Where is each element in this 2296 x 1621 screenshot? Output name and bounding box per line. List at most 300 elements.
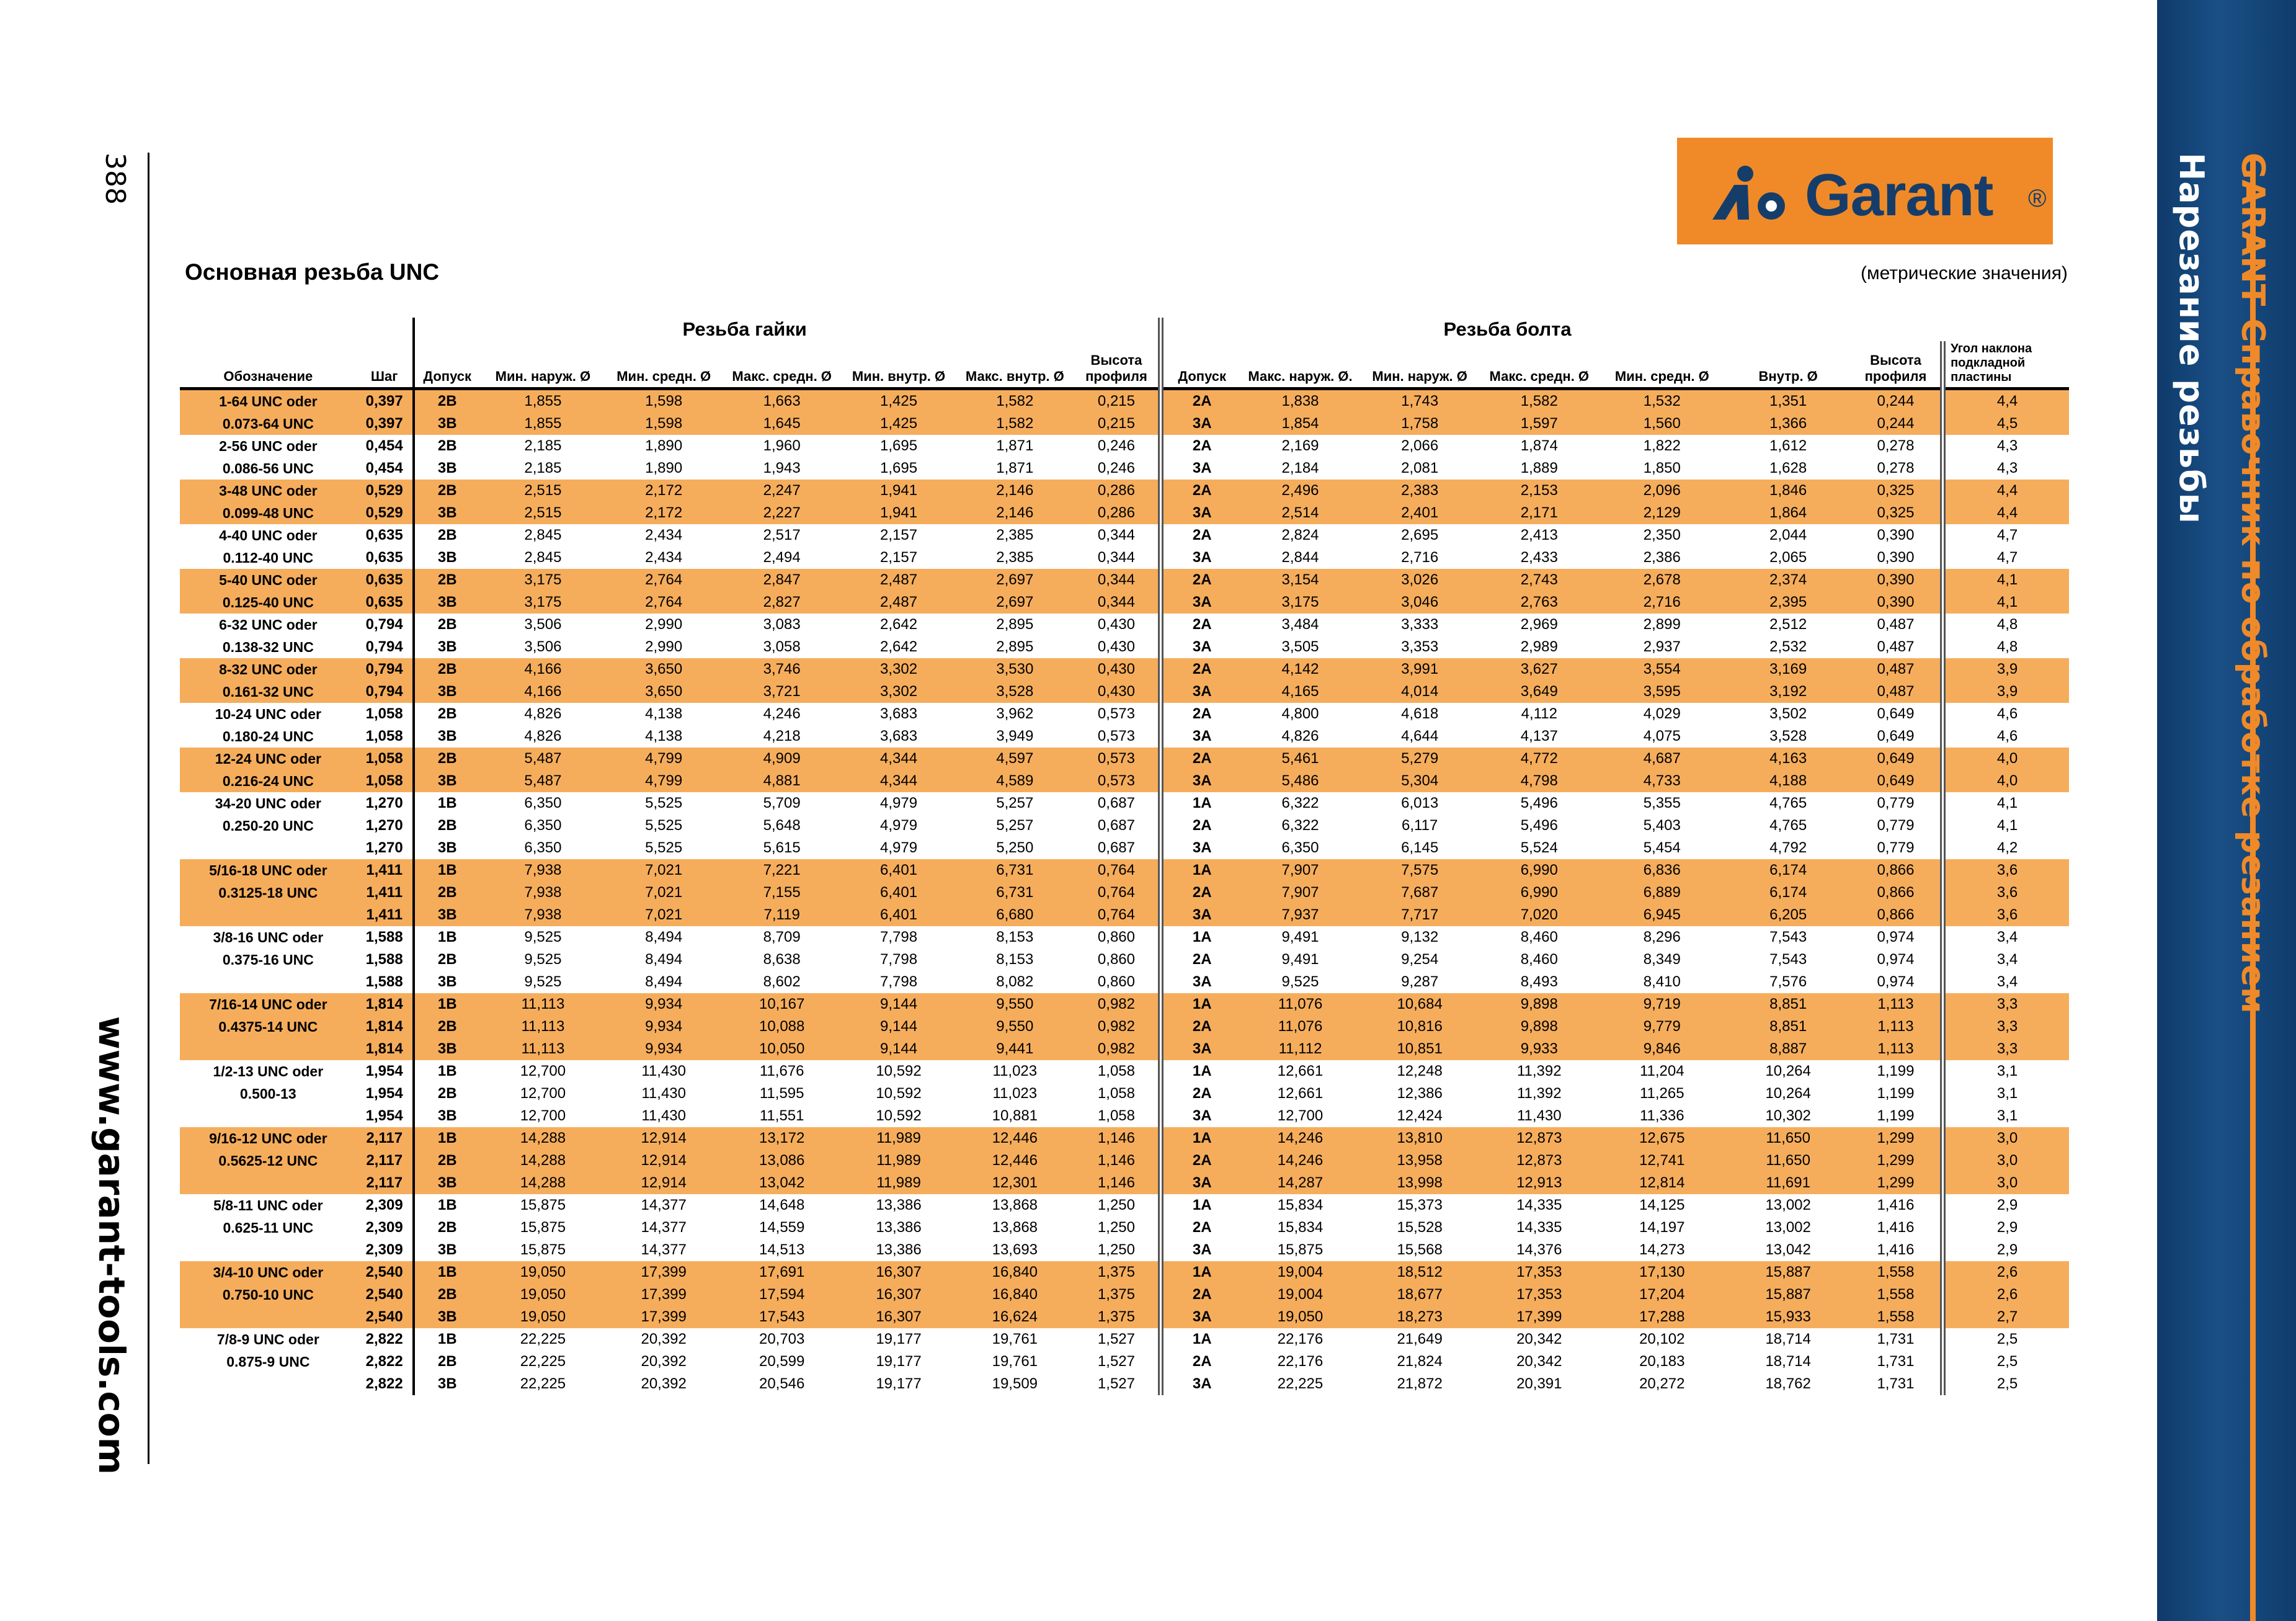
- nut-value-cell: 0,982: [1097, 1040, 1135, 1057]
- bolt-value-cell: 2,096: [1643, 482, 1681, 499]
- nut-value-cell: 9,934: [645, 1040, 683, 1057]
- bolt-value-cell: 1,582: [1520, 393, 1558, 409]
- nut-value-cell: 6,680: [996, 906, 1034, 923]
- bolt-value-cell: 12,873: [1516, 1152, 1562, 1169]
- nut-value-cell: 2,764: [645, 594, 683, 610]
- nut-value-cell: 2,494: [763, 549, 801, 566]
- nut-tolerance-cell: 1B: [414, 1127, 480, 1150]
- bolt-value-cell: 21,649: [1397, 1331, 1443, 1347]
- bolt-value-cell: 2,844: [1281, 549, 1319, 566]
- bolt-value-cell: 15,568: [1397, 1241, 1443, 1258]
- col-nut-tolerance: Допуск: [414, 341, 480, 389]
- bolt-value-cell: 2,899: [1643, 616, 1681, 633]
- bolt-value-cell: 6,145: [1401, 839, 1439, 856]
- bolt-value-cell: 4,798: [1520, 772, 1558, 789]
- bolt-value-cell: 1,854: [1281, 415, 1319, 432]
- bolt-value-cell: 2,824: [1281, 527, 1319, 543]
- bolt-value-cell: 0,390: [1877, 594, 1915, 610]
- bolt-value-cell: 15,875: [1277, 1241, 1324, 1258]
- nut-value-cell: 0,860: [1097, 951, 1135, 968]
- table-body: [180, 389, 2069, 1396]
- plate-angle-cell: 2,7: [1943, 1306, 2069, 1328]
- table-row: [180, 859, 2069, 882]
- nut-value-cell: 1,871: [996, 460, 1034, 476]
- nut-value-cell: 20,392: [641, 1375, 687, 1392]
- pitch-cell: 0,635: [365, 527, 403, 543]
- bolt-tolerance-cell: 2A: [1161, 524, 1240, 547]
- bolt-value-cell: 13,042: [1765, 1241, 1811, 1258]
- nut-value-cell: 6,350: [524, 795, 562, 811]
- nut-value-cell: 8,153: [996, 951, 1034, 968]
- bolt-value-cell: 5,454: [1643, 839, 1681, 856]
- designation-cell: 0.112-40 UNC: [223, 550, 314, 566]
- bolt-tolerance-cell: 1A: [1161, 926, 1240, 949]
- pitch-cell: 2,309: [365, 1197, 403, 1213]
- nut-value-cell: 1,527: [1097, 1331, 1135, 1347]
- bolt-value-cell: 2,383: [1401, 482, 1439, 499]
- bolt-value-cell: 1,113: [1877, 1040, 1914, 1057]
- bolt-value-cell: 0,487: [1877, 638, 1915, 655]
- bolt-value-cell: 4,075: [1643, 728, 1681, 744]
- bolt-value-cell: 8,851: [1769, 996, 1807, 1012]
- bolt-value-cell: 1,560: [1643, 415, 1681, 432]
- bolt-value-cell: 6,322: [1281, 817, 1319, 834]
- nut-value-cell: 8,602: [763, 973, 801, 990]
- bolt-value-cell: 9,719: [1643, 996, 1681, 1012]
- plate-angle-cell: 4,8: [1943, 614, 2069, 636]
- nut-value-cell: 7,155: [763, 884, 801, 901]
- nut-tolerance-cell: 2B: [414, 480, 480, 502]
- bolt-value-cell: 12,873: [1516, 1130, 1562, 1146]
- bolt-tolerance-cell: 3A: [1161, 725, 1240, 748]
- nut-value-cell: 1,855: [524, 393, 562, 409]
- table-row: [180, 1261, 2069, 1284]
- bolt-value-cell: 0,487: [1877, 661, 1915, 677]
- nut-value-cell: 1,375: [1097, 1286, 1135, 1303]
- bolt-value-cell: 1,351: [1769, 393, 1807, 409]
- bolt-value-cell: 14,287: [1277, 1174, 1324, 1191]
- col-nut-min-minor: Мин. внутр. Ø: [842, 341, 955, 389]
- sidebar-title: GARANT Справочник по обработке резанием: [2234, 153, 2271, 1014]
- nut-value-cell: 16,840: [992, 1264, 1038, 1280]
- bolt-value-cell: 13,810: [1397, 1130, 1443, 1146]
- nut-value-cell: 9,144: [880, 1040, 918, 1057]
- table-row: [180, 457, 2069, 480]
- bolt-value-cell: 2,678: [1643, 571, 1681, 588]
- nut-value-cell: 1,582: [996, 393, 1034, 409]
- bolt-value-cell: 2,969: [1520, 616, 1558, 633]
- bolt-tolerance-cell: 2A: [1161, 480, 1240, 502]
- nut-value-cell: 1,058: [1097, 1107, 1135, 1124]
- nut-value-cell: 19,177: [876, 1375, 922, 1392]
- plate-angle-cell: 4,4: [1943, 480, 2069, 502]
- designation-cell: 0.500-13: [239, 1086, 296, 1102]
- nut-value-cell: 4,166: [524, 661, 562, 677]
- pitch-cell: 1,814: [365, 1040, 403, 1057]
- bolt-value-cell: 0,649: [1877, 772, 1915, 789]
- nut-value-cell: 17,543: [759, 1308, 805, 1325]
- bolt-value-cell: 11,430: [1516, 1107, 1562, 1124]
- bolt-value-cell: 1,731: [1877, 1353, 1915, 1370]
- bolt-tolerance-cell: 3A: [1161, 1172, 1240, 1194]
- plate-angle-cell: 4,0: [1943, 748, 2069, 770]
- bolt-value-cell: 2,129: [1643, 504, 1681, 521]
- nut-tolerance-cell: 1B: [414, 859, 480, 882]
- nut-value-cell: 0,344: [1097, 527, 1135, 543]
- pitch-cell: 0,529: [365, 482, 403, 499]
- nut-value-cell: 3,528: [996, 683, 1034, 700]
- col-designation: Обозначение: [180, 341, 357, 389]
- nut-value-cell: 1,663: [763, 393, 801, 409]
- nut-value-cell: 1,582: [996, 415, 1034, 432]
- bolt-value-cell: 9,287: [1401, 973, 1439, 990]
- designation-cell: 0.125-40 UNC: [222, 594, 314, 610]
- bolt-value-cell: 0,974: [1877, 973, 1915, 990]
- nut-value-cell: 3,746: [763, 661, 801, 677]
- bolt-value-cell: 3,484: [1281, 616, 1319, 633]
- nut-value-cell: 7,798: [880, 951, 918, 968]
- bolt-tolerance-cell: 2A: [1161, 1016, 1240, 1038]
- bolt-value-cell: 2,044: [1769, 527, 1807, 543]
- bolt-value-cell: 2,716: [1401, 549, 1439, 566]
- bolt-value-cell: 17,353: [1516, 1286, 1562, 1303]
- bolt-value-cell: 11,392: [1516, 1063, 1562, 1079]
- table-row: [180, 1284, 2069, 1306]
- bolt-value-cell: 6,117: [1402, 817, 1438, 834]
- bolt-value-cell: 1,532: [1643, 393, 1681, 409]
- nut-value-cell: 13,693: [992, 1241, 1038, 1258]
- bolt-value-cell: 1,889: [1520, 460, 1558, 476]
- plate-angle-cell: 4,3: [1943, 457, 2069, 480]
- bolt-value-cell: 12,741: [1639, 1152, 1685, 1169]
- bolt-tolerance-cell: 2A: [1161, 658, 1240, 681]
- bolt-value-cell: 8,493: [1520, 973, 1558, 990]
- bolt-value-cell: 3,505: [1281, 638, 1319, 655]
- bolt-value-cell: 3,554: [1643, 661, 1681, 677]
- nut-value-cell: 15,875: [520, 1219, 566, 1236]
- designation-cell: 0.875-9 UNC: [226, 1354, 310, 1370]
- bolt-tolerance-cell: 1A: [1161, 1127, 1240, 1150]
- nut-value-cell: 12,914: [641, 1130, 687, 1146]
- nut-value-cell: 2,172: [645, 482, 683, 499]
- bolt-value-cell: 6,174: [1769, 862, 1807, 878]
- nut-value-cell: 8,494: [645, 929, 683, 945]
- table-row: [180, 569, 2069, 591]
- bolt-value-cell: 4,014: [1401, 683, 1439, 700]
- bolt-value-cell: 2,374: [1769, 571, 1807, 588]
- bolt-value-cell: 19,050: [1277, 1308, 1324, 1325]
- bolt-value-cell: 12,913: [1516, 1174, 1562, 1191]
- nut-value-cell: 12,700: [520, 1085, 566, 1102]
- nut-value-cell: 14,377: [641, 1241, 687, 1258]
- bolt-value-cell: 2,989: [1520, 638, 1558, 655]
- table-row: [180, 949, 2069, 971]
- nut-tolerance-cell: 3B: [414, 681, 480, 703]
- nut-value-cell: 1,890: [645, 460, 683, 476]
- bolt-value-cell: 8,349: [1643, 951, 1681, 968]
- bolt-value-cell: 2,081: [1401, 460, 1439, 476]
- nut-value-cell: 2,247: [763, 482, 801, 499]
- bolt-value-cell: 4,618: [1401, 705, 1439, 722]
- bolt-value-cell: 6,990: [1520, 862, 1558, 878]
- nut-value-cell: 9,934: [645, 1018, 683, 1035]
- nut-tolerance-cell: 2B: [414, 1016, 480, 1038]
- plate-angle-cell: 2,9: [1943, 1239, 2069, 1261]
- bolt-value-cell: 1,366: [1769, 415, 1807, 432]
- nut-tolerance-cell: 2B: [414, 815, 480, 837]
- bolt-value-cell: 0,779: [1877, 817, 1915, 834]
- bolt-value-cell: 2,401: [1401, 504, 1439, 521]
- pitch-cell: 1,411: [366, 906, 403, 923]
- nut-value-cell: 0,573: [1097, 750, 1135, 767]
- nut-value-cell: 8,638: [763, 951, 801, 968]
- nut-value-cell: 2,990: [645, 616, 683, 633]
- nut-value-cell: 17,594: [759, 1286, 805, 1303]
- nut-value-cell: 11,430: [641, 1063, 686, 1079]
- nut-value-cell: 11,989: [876, 1174, 921, 1191]
- bolt-value-cell: 1,864: [1769, 504, 1807, 521]
- designation-cell: 12-24 UNC oder: [215, 751, 321, 767]
- nut-tolerance-cell: 3B: [414, 725, 480, 748]
- nut-value-cell: 19,177: [876, 1331, 922, 1347]
- bolt-value-cell: 1,597: [1520, 415, 1558, 432]
- designation-cell: 5-40 UNC oder: [219, 572, 318, 588]
- plate-angle-cell: 4,1: [1943, 591, 2069, 614]
- bolt-value-cell: 0,866: [1877, 884, 1915, 901]
- nut-tolerance-cell: 2B: [414, 1150, 480, 1172]
- bolt-value-cell: 7,543: [1769, 951, 1807, 968]
- bolt-value-cell: 1,113: [1877, 1018, 1914, 1035]
- col-bolt-tolerance: Допуск: [1161, 341, 1240, 389]
- table-row: [180, 926, 2069, 949]
- bolt-value-cell: 5,496: [1520, 817, 1558, 834]
- table-row: [180, 770, 2069, 792]
- nut-value-cell: 14,288: [520, 1130, 566, 1146]
- designation-cell: 0.3125-18 UNC: [218, 885, 318, 901]
- bolt-value-cell: 1,299: [1877, 1130, 1915, 1146]
- bolt-value-cell: 15,887: [1765, 1264, 1811, 1280]
- bolt-value-cell: 3,175: [1281, 594, 1319, 610]
- nut-value-cell: 4,138: [645, 728, 683, 744]
- bolt-value-cell: 6,945: [1643, 906, 1681, 923]
- nut-value-cell: 4,344: [880, 772, 918, 789]
- nut-value-cell: 13,042: [759, 1174, 805, 1191]
- nut-tolerance-cell: 3B: [414, 591, 480, 614]
- nut-value-cell: 8,494: [645, 973, 683, 990]
- nut-value-cell: 0,573: [1097, 772, 1135, 789]
- plate-angle-cell: 3,4: [1943, 926, 2069, 949]
- plate-angle-cell: 4,1: [1943, 792, 2069, 815]
- nut-value-cell: 13,386: [876, 1219, 922, 1236]
- nut-value-cell: 11,023: [992, 1085, 1038, 1102]
- pitch-cell: 2,309: [365, 1241, 403, 1258]
- nut-value-cell: 6,401: [880, 862, 918, 878]
- designation-cell: 0.099-48 UNC: [222, 505, 314, 521]
- nut-value-cell: 20,599: [759, 1353, 805, 1370]
- nut-value-cell: 1,960: [763, 437, 801, 454]
- nut-value-cell: 2,146: [996, 482, 1034, 499]
- bolt-value-cell: 1,731: [1877, 1375, 1915, 1392]
- plate-angle-cell: 4,1: [1943, 815, 2069, 837]
- nut-value-cell: 2,487: [880, 571, 918, 588]
- nut-value-cell: 2,385: [996, 527, 1034, 543]
- bolt-tolerance-cell: 3A: [1161, 457, 1240, 480]
- bolt-value-cell: 1,731: [1877, 1331, 1915, 1347]
- nut-value-cell: 3,506: [524, 638, 562, 655]
- nut-value-cell: 14,377: [641, 1197, 687, 1213]
- nut-value-cell: 0,687: [1097, 795, 1135, 811]
- nut-value-cell: 2,146: [996, 504, 1034, 521]
- plate-angle-cell: 2,6: [1943, 1284, 2069, 1306]
- nut-value-cell: 0,982: [1097, 996, 1135, 1012]
- bolt-value-cell: 15,373: [1397, 1197, 1443, 1213]
- bolt-value-cell: 19,004: [1277, 1286, 1324, 1303]
- bolt-value-cell: 1,558: [1877, 1286, 1915, 1303]
- table-row: [180, 1038, 2069, 1060]
- bolt-value-cell: 1,838: [1281, 393, 1319, 409]
- nut-value-cell: 2,847: [763, 571, 801, 588]
- nut-value-cell: 1,375: [1097, 1264, 1135, 1280]
- designation-cell: [180, 1373, 357, 1395]
- nut-value-cell: 13,172: [759, 1130, 805, 1146]
- bolt-value-cell: 0,649: [1877, 728, 1915, 744]
- bolt-value-cell: 22,176: [1277, 1331, 1324, 1347]
- table-row: [180, 837, 2069, 859]
- nut-value-cell: 9,550: [996, 1018, 1034, 1035]
- page-number: 388: [99, 153, 131, 205]
- bolt-tolerance-cell: 2A: [1161, 389, 1240, 413]
- nut-value-cell: 9,934: [645, 996, 683, 1012]
- plate-angle-cell: 4,8: [1943, 636, 2069, 658]
- nut-tolerance-cell: 1B: [414, 926, 480, 949]
- nut-value-cell: 9,550: [996, 996, 1034, 1012]
- nut-value-cell: 5,257: [996, 817, 1034, 834]
- col-bolt-min-pitch: Мин. средн. Ø: [1599, 341, 1725, 389]
- nut-value-cell: 4,344: [880, 750, 918, 767]
- nut-value-cell: 3,650: [645, 661, 683, 677]
- bolt-value-cell: 1,416: [1877, 1241, 1915, 1258]
- bolt-value-cell: 13,002: [1765, 1219, 1811, 1236]
- bolt-value-cell: 3,502: [1769, 705, 1807, 722]
- bolt-value-cell: 3,169: [1769, 661, 1807, 677]
- nut-value-cell: 16,307: [876, 1286, 922, 1303]
- bolt-value-cell: 11,265: [1639, 1085, 1684, 1102]
- bolt-value-cell: 8,296: [1643, 929, 1681, 945]
- nut-value-cell: 15,875: [520, 1197, 566, 1213]
- nut-value-cell: 2,157: [880, 527, 918, 543]
- nut-value-cell: 1,890: [645, 437, 683, 454]
- bolt-tolerance-cell: 3A: [1161, 1105, 1240, 1127]
- bolt-value-cell: 3,528: [1769, 728, 1807, 744]
- nut-value-cell: 7,021: [645, 884, 683, 901]
- bolt-value-cell: 5,461: [1281, 750, 1319, 767]
- nut-value-cell: 20,703: [759, 1331, 805, 1347]
- nut-value-cell: 4,979: [880, 839, 918, 856]
- bolt-value-cell: 10,264: [1765, 1063, 1811, 1079]
- nut-value-cell: 4,597: [996, 750, 1034, 767]
- bolt-value-cell: 11,392: [1516, 1085, 1562, 1102]
- nut-value-cell: 11,023: [992, 1063, 1038, 1079]
- nut-value-cell: 1,695: [880, 437, 918, 454]
- bolt-value-cell: 12,248: [1397, 1063, 1443, 1079]
- unc-thread-table: [180, 318, 2069, 1395]
- table-row: [180, 971, 2069, 993]
- pitch-cell: 1,954: [365, 1085, 403, 1102]
- bolt-value-cell: 6,322: [1281, 795, 1319, 811]
- nut-value-cell: 8,494: [645, 951, 683, 968]
- col-nut-min-major: Мин. наруж. Ø: [480, 341, 606, 389]
- nut-value-cell: 6,731: [996, 884, 1034, 901]
- nut-value-cell: 1,375: [1097, 1308, 1135, 1325]
- bolt-value-cell: 7,576: [1769, 973, 1807, 990]
- bolt-value-cell: 0,390: [1877, 527, 1915, 543]
- bolt-value-cell: 14,335: [1516, 1219, 1562, 1236]
- nut-value-cell: 0,764: [1097, 862, 1135, 878]
- bolt-tolerance-cell: 2A: [1161, 815, 1240, 837]
- bolt-value-cell: 0,487: [1877, 616, 1915, 633]
- bolt-value-cell: 0,325: [1877, 504, 1915, 521]
- nut-value-cell: 16,840: [992, 1286, 1038, 1303]
- nut-tolerance-cell: 2B: [414, 1217, 480, 1239]
- nut-value-cell: 4,246: [763, 705, 801, 722]
- bolt-value-cell: 17,130: [1639, 1264, 1685, 1280]
- bolt-tolerance-cell: 1A: [1161, 1328, 1240, 1351]
- table-row: [180, 882, 2069, 904]
- nut-value-cell: 0,215: [1097, 415, 1135, 432]
- nut-value-cell: 10,050: [759, 1040, 805, 1057]
- nut-value-cell: 3,650: [645, 683, 683, 700]
- bolt-value-cell: 2,350: [1643, 527, 1681, 543]
- bolt-value-cell: 7,937: [1281, 906, 1319, 923]
- nut-value-cell: 19,050: [520, 1286, 566, 1303]
- nut-value-cell: 19,050: [520, 1308, 566, 1325]
- plate-angle-cell: 2,9: [1943, 1194, 2069, 1217]
- nut-value-cell: 14,377: [641, 1219, 687, 1236]
- nut-value-cell: 1,943: [763, 460, 801, 476]
- nut-value-cell: 11,113: [521, 1018, 565, 1035]
- pitch-cell: 1,588: [365, 929, 403, 945]
- table-row: [180, 389, 2069, 413]
- nut-tolerance-cell: 1B: [414, 1328, 480, 1351]
- designation-cell: 10-24 UNC oder: [215, 706, 321, 722]
- nut-value-cell: 3,962: [996, 705, 1034, 722]
- nut-value-cell: 19,761: [992, 1353, 1038, 1370]
- nut-tolerance-cell: 2B: [414, 1351, 480, 1373]
- bolt-value-cell: 20,342: [1516, 1353, 1562, 1370]
- bolt-value-cell: 0,974: [1877, 929, 1915, 945]
- nut-value-cell: 0,687: [1097, 839, 1135, 856]
- nut-value-cell: 10,088: [759, 1018, 805, 1035]
- pitch-cell: 1,954: [365, 1063, 403, 1079]
- designation-cell: 5/8-11 UNC oder: [213, 1197, 323, 1213]
- nut-value-cell: 11,989: [876, 1152, 921, 1169]
- website-url[interactable]: www.garant-tools.com: [91, 1016, 133, 1475]
- designation-cell: [180, 1239, 357, 1261]
- bolt-value-cell: 0,325: [1877, 482, 1915, 499]
- table-row: [180, 1306, 2069, 1328]
- bolt-value-cell: 8,460: [1520, 951, 1558, 968]
- bolt-value-cell: 4,644: [1401, 728, 1439, 744]
- nut-value-cell: 16,307: [876, 1264, 922, 1280]
- nut-value-cell: 1,058: [1097, 1063, 1135, 1079]
- nut-tolerance-cell: 2B: [414, 882, 480, 904]
- designation-cell: [180, 971, 357, 993]
- nut-value-cell: 7,938: [524, 906, 562, 923]
- nut-value-cell: 11,676: [759, 1063, 804, 1079]
- nut-value-cell: 1,598: [645, 415, 683, 432]
- nut-tolerance-cell: 3B: [414, 1306, 480, 1328]
- bolt-value-cell: 3,353: [1401, 638, 1439, 655]
